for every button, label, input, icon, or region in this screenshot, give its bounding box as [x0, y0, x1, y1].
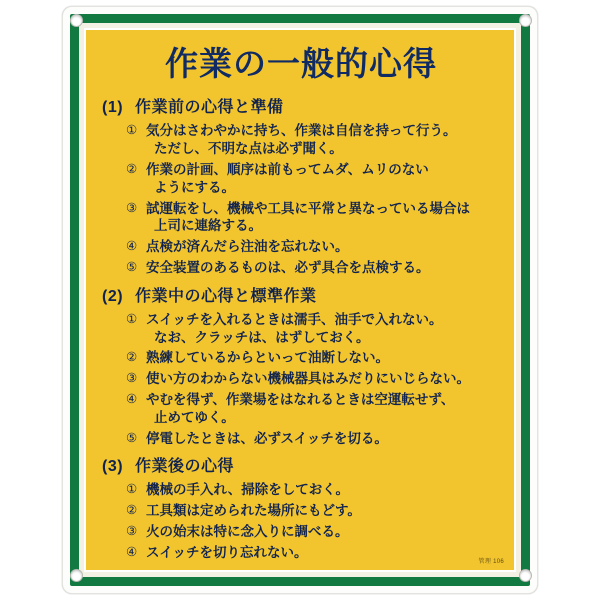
sections-container — [100, 94, 502, 561]
list-item-line: 止めてゆく。 — [154, 409, 235, 425]
list-item-number: ④ — [126, 239, 138, 254]
list-item-number: ⑤ — [126, 430, 138, 445]
list-item — [126, 391, 502, 427]
sign-section — [100, 453, 502, 561]
section-heading — [102, 94, 502, 117]
list-item-number: ④ — [126, 544, 138, 559]
list-item — [126, 523, 502, 541]
list-item-text — [146, 502, 502, 520]
list-item — [126, 349, 502, 367]
list-item — [126, 430, 502, 448]
list-item-line: 機械の手入れ、掃除をしておく。 — [146, 482, 350, 498]
mounting-hole-bottom-left — [70, 569, 83, 582]
list-item-text — [146, 122, 502, 158]
mounting-hole-top-left — [70, 14, 83, 27]
list-item-text — [146, 161, 502, 197]
list-item-line: 火の始末は特に念入りに調べる。 — [146, 524, 349, 540]
list-item-line: 試運転をし、機械や工具に平常と異なっている場合は — [146, 200, 470, 216]
list-item — [126, 259, 502, 277]
list-item-number: ① — [126, 123, 138, 138]
list-item — [126, 311, 502, 347]
list-item-text — [146, 544, 502, 562]
list-item-text — [146, 481, 502, 499]
list-item-line: 点検が済んだら注油を忘れない。 — [146, 239, 349, 255]
section-heading — [102, 283, 502, 306]
section-marker: (3) — [102, 458, 124, 476]
mounting-hole-top-right — [519, 14, 532, 27]
list-item — [126, 502, 502, 520]
section-heading-text: 作業後の心得 — [130, 458, 234, 476]
list-item-line: 停電したときは、必ずスイッチを切る。 — [146, 430, 388, 446]
list-item-text — [146, 238, 502, 256]
list-item-text — [146, 311, 502, 347]
list-item-text — [146, 349, 502, 367]
section-item-list — [100, 122, 502, 277]
yellow-content-field — [84, 28, 516, 572]
list-item-number: ④ — [126, 392, 138, 407]
section-marker: (1) — [102, 99, 124, 117]
list-item-number: ① — [126, 482, 138, 497]
list-item-line: ただし、不明な点は必ず聞く。 — [154, 141, 343, 157]
list-item-line: スイッチを入れるときは濡手、油手で入れない。 — [146, 311, 443, 327]
list-item-line: 安全装置のあるものは、必ず具合を点検する。 — [146, 259, 430, 275]
list-item-text — [146, 391, 502, 427]
list-item-line: 気分はさわやかに持ち、作業は自信を持って行う。 — [146, 123, 457, 139]
list-item — [126, 481, 502, 499]
mounting-hole-bottom-right — [519, 569, 532, 582]
list-item — [126, 238, 502, 256]
list-item-line: 上司に連絡する。 — [154, 218, 262, 234]
list-item — [126, 544, 502, 562]
list-item-number: ③ — [126, 200, 138, 215]
list-item-line: 熟練しているからといって油断しない。 — [146, 350, 389, 366]
section-heading-text: 作業中の心得と標準作業 — [130, 287, 317, 305]
section-item-list — [100, 311, 502, 448]
list-item-line: 使い方のわからない機械器具はみだりにいじらない。 — [146, 371, 470, 387]
sign-content — [86, 30, 514, 570]
list-item-text — [146, 370, 502, 388]
list-item — [126, 161, 502, 197]
list-item-text — [146, 430, 502, 448]
sign-section — [100, 283, 502, 448]
product-code: 管理 106 — [478, 559, 504, 565]
list-item — [126, 122, 502, 158]
section-heading — [102, 453, 502, 476]
list-item-number: ② — [126, 503, 138, 518]
list-item-line: スイッチを切り忘れない。 — [146, 544, 308, 560]
list-item-line: ようにする。 — [154, 179, 235, 195]
sign-section — [100, 94, 502, 277]
list-item-number: ② — [126, 350, 138, 365]
list-item-number: ③ — [126, 371, 138, 386]
list-item-number: ③ — [126, 524, 138, 539]
list-item-text — [146, 523, 502, 541]
page-title: 作業の一般的心得 — [165, 45, 437, 82]
list-item-line: 工具類は定められた場所にもどす。 — [146, 503, 361, 519]
list-item-line: 作業の計画、順序は前もってムダ、ムリのない — [146, 161, 429, 177]
section-marker: (2) — [102, 287, 124, 305]
list-item-number: ⑤ — [126, 259, 138, 274]
list-item-text — [146, 200, 502, 236]
list-item — [126, 370, 502, 388]
list-item-number: ① — [126, 311, 138, 326]
list-item — [126, 200, 502, 236]
list-item-text — [146, 259, 502, 277]
section-item-list — [100, 481, 502, 561]
section-heading-text: 作業前の心得と準備 — [130, 99, 284, 117]
list-item-number: ② — [126, 161, 138, 176]
list-item-line: やむを得ず、作業場をはなれるときは空運転せず、 — [146, 392, 455, 408]
list-item-line: なお、クラッチは、はずしておく。 — [154, 329, 370, 345]
